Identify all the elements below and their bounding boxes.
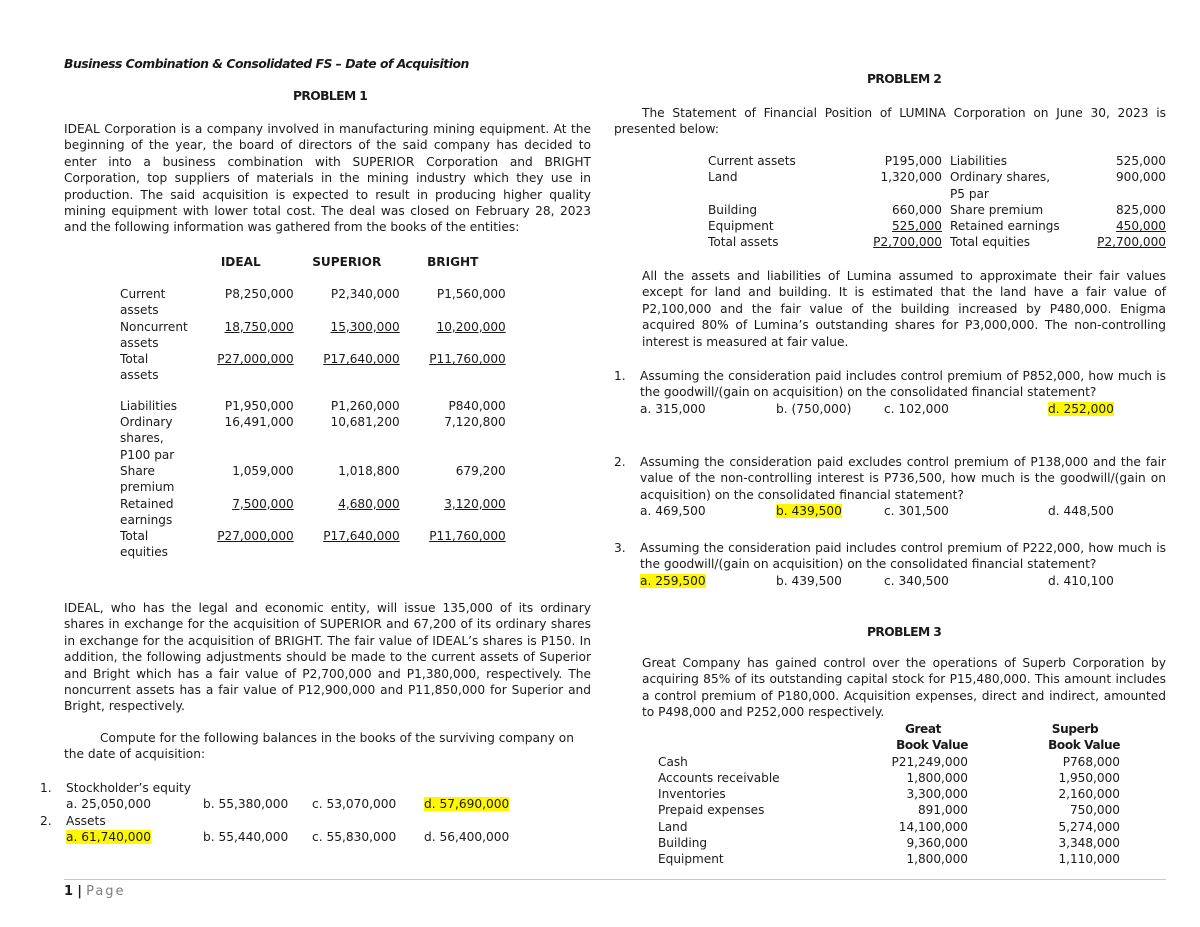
row-label: Current assets [120, 287, 166, 318]
problem-3-heading: PROBLEM 3 [867, 625, 942, 639]
cell: 1,059,000 [232, 463, 294, 478]
choice: a. 315,000 [640, 401, 706, 416]
cell: P5 par [950, 186, 989, 201]
choices [66, 796, 600, 812]
question-text: Assuming the consideration paid includes control premium of P852,000, how much is the goodwill/(gain on acquisition) on the consolidated financial statement? [640, 369, 1166, 400]
choice-answer: d. 252,000 [1048, 401, 1114, 416]
cell: P11,760,000 [429, 352, 506, 367]
cell: P8,250,000 [224, 287, 294, 301]
cell: 18,750,000 [224, 319, 294, 334]
col-header-great [838, 721, 968, 754]
cell: P27,000,000 [217, 352, 294, 367]
cell: 1,320,000 [880, 170, 942, 185]
cell: 660,000 [891, 202, 942, 217]
cell: Building [708, 202, 758, 217]
table-row [708, 169, 1166, 185]
cell [828, 186, 942, 202]
table-row [120, 351, 506, 384]
question-number: 2. [40, 813, 52, 828]
choice: c. 340,500 [884, 573, 949, 588]
cell: P2,700,000 [873, 235, 942, 250]
col-header-line: Superb [1051, 722, 1099, 736]
problem-3-table [658, 721, 1120, 868]
row-label: Liabilities [120, 398, 178, 413]
table-row [708, 202, 1166, 218]
choices [66, 829, 600, 845]
problem-3-intro: Great Company has gained control over the operations of Superb Corporation by acquiring 85% of its outstanding capital stock for P15,480,000. This amount includes a control premium of P180,000. Acquisition expenses, direct and indirect, amounted to P498,000 and P252,000 respectively. [642, 656, 1166, 720]
cell: 7,120,800 [444, 415, 506, 430]
problem-2-question-2 [614, 454, 1166, 520]
cell: Equipment [708, 219, 774, 234]
cell: Liabilities [950, 154, 1008, 168]
choice-answer: d. 57,690,000 [424, 797, 510, 812]
cell: 2,160,000 [1058, 787, 1120, 802]
problem-2-question-1 [614, 368, 1166, 417]
table-row [708, 218, 1166, 234]
table-row [658, 819, 1120, 835]
page-word: Page [86, 884, 126, 899]
problem-1-intro: IDEAL Corporation is a company involved in manufacturing mining equipment. At the beginning of the year, the board of directors of the said company has decided to enter into a business combination with SUPERIOR Corporation and BRIGHT Corporation, top suppliers of materials in the mining industry which they use in production. The said acquisition is expected to result in producing higher quality mining equipment with lower total cost. The deal was closed on February 28, 2023 and the following information was gathered from the books of the entities: [64, 122, 591, 235]
cell: P21,249,000 [891, 754, 968, 769]
problem-2-question-3 [614, 540, 1166, 589]
question-text: Assuming the consideration paid excludes control premium of P138,000 and the fair value of the non-controlling interest is P736,500, how much is the goodwill/(gain on acquisition) on the consolidated financial statement? [640, 455, 1166, 502]
question-text: Stockholder’s equity [66, 781, 191, 795]
question-number: 1. [614, 369, 626, 383]
cell: 891,000 [917, 803, 968, 818]
table-row [658, 802, 1120, 818]
row-label: Total equities [120, 529, 168, 560]
cell: Share premium [950, 202, 1044, 217]
problem-2-heading: PROBLEM 2 [867, 72, 942, 86]
col-header-line: Great [904, 722, 942, 736]
question-text: Assets [66, 813, 106, 828]
table-row [120, 528, 506, 561]
cell [1080, 186, 1166, 202]
question-number: 2. [614, 455, 626, 469]
table-row [708, 186, 1166, 202]
choice: a. 469,500 [640, 504, 706, 519]
cell: Total equities [950, 235, 1031, 250]
cell: P2,700,000 [1097, 235, 1166, 250]
cell: 5,274,000 [1058, 819, 1120, 834]
col-header-ideal: IDEAL [220, 255, 261, 269]
cell: P11,760,000 [429, 529, 506, 544]
col-header-bright: BRIGHT [427, 255, 479, 269]
cell [708, 186, 828, 202]
choice: d. 448,500 [1048, 504, 1114, 519]
choice: b. 55,380,000 [203, 797, 289, 812]
cell: P17,640,000 [323, 529, 400, 544]
cell: Current assets [708, 154, 796, 168]
cell: 9,360,000 [906, 836, 968, 851]
cell: 1,800,000 [906, 852, 968, 867]
table-row [658, 770, 1120, 786]
choice: a. 25,050,000 [66, 797, 151, 812]
cell: 900,000 [1115, 170, 1166, 185]
sfp-table [708, 153, 1166, 251]
page-number: 1 [64, 884, 74, 899]
cell: 10,200,000 [436, 319, 506, 334]
cell: P17,640,000 [323, 352, 400, 367]
cell: P27,000,000 [217, 529, 294, 544]
col-header-line: Book Value [1048, 738, 1120, 753]
problem-1-compute: Compute for the following balances in the books of the surviving company on the date of acquisition: [64, 731, 574, 762]
row-label: Retained earnings [120, 496, 174, 527]
cell: Total assets [708, 235, 779, 250]
choice: d. 56,400,000 [424, 830, 510, 845]
cell: 679,200 [455, 463, 506, 478]
table-row [120, 414, 506, 463]
choices [640, 401, 1166, 417]
choice: c. 301,500 [884, 504, 949, 519]
cell: 1,110,000 [1058, 852, 1120, 867]
col-header-superb [968, 721, 1120, 754]
cell: P840,000 [448, 398, 506, 413]
cell: P1,260,000 [330, 398, 400, 413]
table-row [120, 463, 506, 496]
problem-1-table [120, 254, 506, 561]
col-header-line: Book Value [896, 738, 968, 753]
choice: c. 55,830,000 [312, 830, 397, 845]
row-label: Inventories [658, 787, 726, 802]
table-row [120, 286, 506, 319]
cell: 16,491,000 [224, 415, 294, 430]
row-label: Equipment [658, 852, 724, 867]
col-header-superior: SUPERIOR [312, 255, 382, 269]
cell: 10,681,200 [330, 415, 400, 430]
choice: b. (750,000) [776, 401, 852, 416]
row-label: Prepaid expenses [658, 803, 765, 818]
choice: d. 410,100 [1048, 573, 1114, 588]
cell: 4,680,000 [338, 496, 400, 511]
table-row [120, 496, 506, 529]
cell: P768,000 [1062, 754, 1120, 769]
cell: P1,560,000 [436, 287, 506, 301]
cell: Ordinary shares, [950, 170, 1051, 185]
choice: b. 439,500 [776, 573, 842, 588]
cell: P195,000 [884, 154, 942, 168]
problem-1-paragraph-2: IDEAL, who has the legal and economic entity, will issue 135,000 of its ordinary shares in exchange for the acquisition of SUPERIOR and 67,200 of its ordinary shares in exchange for the acquisition of BRIGHT. The fair value of IDEAL’s shares is P150. In addition, the following adjustments should be made to the current assets of Superior and Bright which has a fair value of P2,700,000 and P1,380,000, respectively. The noncurrent assets has a fair value of P12,900,000 and P11,850,000 for Superior and Bright, respectively. [64, 601, 591, 714]
table-row [658, 851, 1120, 867]
row-label: Ordinary shares, P100 par [120, 415, 175, 462]
choices [640, 573, 1166, 589]
choice: c. 102,000 [884, 401, 949, 416]
cell: 15,300,000 [330, 319, 400, 334]
cell: 1,018,800 [338, 463, 400, 478]
table-row [120, 319, 506, 352]
problem-1-heading: PROBLEM 1 [293, 89, 368, 103]
cell: P2,340,000 [330, 287, 400, 301]
table-row [708, 234, 1166, 250]
choice-answer: a. 259,500 [640, 573, 706, 588]
cell: 825,000 [1115, 202, 1166, 217]
table-row [658, 786, 1120, 802]
document-title: Business Combination & Consolidated FS – Date of Acquisition [64, 56, 469, 71]
table-row [120, 398, 506, 414]
problem-2-intro: The Statement of Financial Position of LUMINA Corporation on June 30, 2023 is presented below: [614, 106, 1166, 137]
cell: 3,120,000 [444, 496, 506, 511]
table-row [658, 754, 1120, 770]
choice: b. 55,440,000 [203, 830, 289, 845]
question-number: 3. [614, 541, 626, 555]
cell: 525,000 [1115, 154, 1166, 168]
cell: 14,100,000 [898, 819, 968, 834]
row-label: Noncurrent assets [120, 319, 188, 350]
cell: P1,950,000 [224, 398, 294, 413]
cell: 750,000 [1069, 803, 1120, 818]
question-number: 1. [40, 781, 52, 795]
row-label: Land [658, 819, 688, 834]
question-1 [40, 780, 600, 796]
page-separator: | [77, 884, 82, 899]
page-footer [64, 884, 126, 900]
row-label: Building [658, 836, 708, 851]
cell: 525,000 [891, 219, 942, 234]
cell: Retained earnings [950, 219, 1060, 234]
row-label: Total assets [120, 352, 159, 383]
choice-answer: b. 439,500 [776, 504, 842, 519]
table-row [708, 153, 1166, 169]
cell: 7,500,000 [232, 496, 294, 511]
choice: c. 53,070,000 [312, 797, 397, 812]
cell: 3,300,000 [906, 787, 968, 802]
question-2 [40, 813, 600, 829]
cell: Land [708, 170, 738, 185]
row-label: Share premium [120, 463, 175, 495]
cell: 3,348,000 [1058, 836, 1120, 851]
problem-2-paragraph: All the assets and liabilities of Lumina assumed to approximate their fair values except for land and building. It is estimated that the land have a fair value of P2,100,000 and the fair value of the building increased by P480,000. Enigma acquired 80% of Lumina’s outstanding shares for P3,000,000. The non-controlling interest is measured at fair value. [642, 269, 1166, 349]
question-text: Assuming the consideration paid includes control premium of P222,000, how much is the goodwill/(gain on acquisition) on the consolidated financial statement? [640, 541, 1166, 572]
choice-answer: a. 61,740,000 [66, 830, 151, 845]
problem-1-questions [40, 780, 600, 846]
table-row [658, 835, 1120, 851]
row-label: Cash [658, 754, 688, 769]
cell: 450,000 [1115, 219, 1166, 234]
cell: 1,800,000 [906, 770, 968, 785]
row-label: Accounts receivable [658, 770, 780, 785]
footer-divider [64, 879, 1166, 880]
choices [640, 503, 1166, 519]
cell: 1,950,000 [1058, 770, 1120, 785]
